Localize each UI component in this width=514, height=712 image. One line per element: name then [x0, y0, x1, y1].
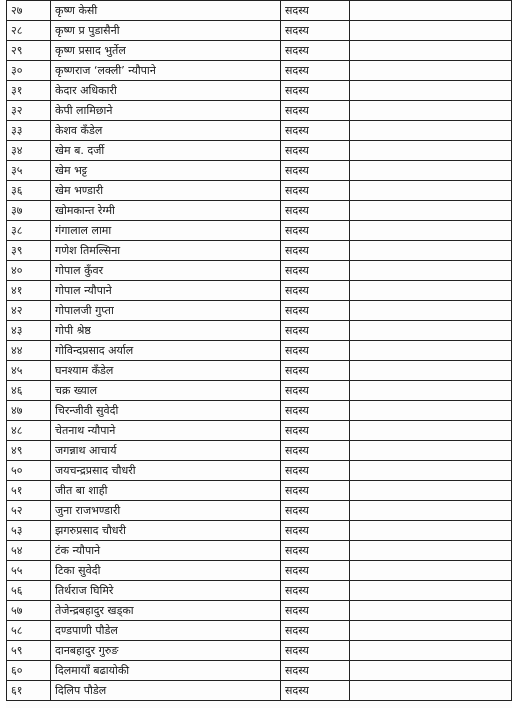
serial-number-cell: २७ — [7, 1, 51, 21]
member-role-cell: सदस्य — [281, 101, 350, 121]
empty-cell — [350, 421, 512, 441]
table-row — [7, 501, 512, 521]
member-name-cell: जयचन्द्रप्रसाद चौधरी — [51, 461, 281, 481]
serial-number-cell: ४८ — [7, 421, 51, 441]
member-role-cell: सदस्य — [281, 661, 350, 681]
serial-number-cell: ३७ — [7, 201, 51, 221]
member-name-cell: जगन्नाथ आचार्य — [51, 441, 281, 461]
member-role-cell: सदस्य — [281, 381, 350, 401]
empty-cell — [350, 1, 512, 21]
serial-number-cell: ५४ — [7, 541, 51, 561]
empty-cell — [350, 241, 512, 261]
empty-cell — [350, 401, 512, 421]
serial-number-cell: ५६ — [7, 581, 51, 601]
table-row — [7, 1, 512, 21]
table-row — [7, 341, 512, 361]
member-name-cell: कृष्णराज ‘लक्ली’ न्यौपाने — [51, 61, 281, 81]
member-name-cell: दानबहादुर गुरुङ — [51, 641, 281, 661]
empty-cell — [350, 301, 512, 321]
member-name-cell: चक्र ख्याल — [51, 381, 281, 401]
empty-cell — [350, 501, 512, 521]
serial-number-cell: २८ — [7, 21, 51, 41]
member-name-cell: दिलिप पौडेल — [51, 681, 281, 701]
empty-cell — [350, 381, 512, 401]
member-role-cell: सदस्य — [281, 641, 350, 661]
empty-cell — [350, 261, 512, 281]
member-name-cell: गोपाल कुँवर — [51, 261, 281, 281]
serial-number-cell: ५१ — [7, 481, 51, 501]
member-name-cell: खेम ब. दर्जी — [51, 141, 281, 161]
serial-number-cell: ३८ — [7, 221, 51, 241]
table-row — [7, 121, 512, 141]
table-row — [7, 361, 512, 381]
empty-cell — [350, 181, 512, 201]
member-name-cell: टंक न्यौपाने — [51, 541, 281, 561]
table-row — [7, 381, 512, 401]
table-row — [7, 221, 512, 241]
member-name-cell: घनश्याम कँडेल — [51, 361, 281, 381]
member-name-cell: गोपालजी गुप्ता — [51, 301, 281, 321]
table-row — [7, 301, 512, 321]
empty-cell — [350, 681, 512, 701]
empty-cell — [350, 81, 512, 101]
empty-cell — [350, 581, 512, 601]
table-row — [7, 581, 512, 601]
member-role-cell: सदस्य — [281, 581, 350, 601]
empty-cell — [350, 601, 512, 621]
member-role-cell: सदस्य — [281, 561, 350, 581]
member-table — [6, 0, 512, 701]
member-role-cell: सदस्य — [281, 221, 350, 241]
member-role-cell: सदस्य — [281, 461, 350, 481]
table-row — [7, 561, 512, 581]
member-name-cell: तेजेन्द्रबहादुर खड्का — [51, 601, 281, 621]
empty-cell — [350, 161, 512, 181]
table-row — [7, 321, 512, 341]
member-name-cell: जीत बा शाही — [51, 481, 281, 501]
empty-cell — [350, 121, 512, 141]
serial-number-cell: ३१ — [7, 81, 51, 101]
member-name-cell: दिलमायाँ बढायोकी — [51, 661, 281, 681]
empty-cell — [350, 41, 512, 61]
member-role-cell: सदस्य — [281, 21, 350, 41]
member-role-cell: सदस्य — [281, 401, 350, 421]
table-row — [7, 21, 512, 41]
table-row — [7, 621, 512, 641]
serial-number-cell: ४० — [7, 261, 51, 281]
member-table-body — [7, 1, 512, 701]
empty-cell — [350, 521, 512, 541]
serial-number-cell: ३९ — [7, 241, 51, 261]
table-row — [7, 101, 512, 121]
member-role-cell: सदस्य — [281, 181, 350, 201]
empty-cell — [350, 101, 512, 121]
empty-cell — [350, 621, 512, 641]
table-row — [7, 181, 512, 201]
empty-cell — [350, 221, 512, 241]
empty-cell — [350, 441, 512, 461]
empty-cell — [350, 661, 512, 681]
serial-number-cell: ४९ — [7, 441, 51, 461]
table-row — [7, 261, 512, 281]
serial-number-cell: ३४ — [7, 141, 51, 161]
member-name-cell: टिका सुवेदी — [51, 561, 281, 581]
member-name-cell: जुना राजभण्डारी — [51, 501, 281, 521]
empty-cell — [350, 361, 512, 381]
table-row — [7, 521, 512, 541]
serial-number-cell: ३५ — [7, 161, 51, 181]
empty-cell — [350, 61, 512, 81]
table-row — [7, 661, 512, 681]
table-row — [7, 641, 512, 661]
member-name-cell: केपी लामिछाने — [51, 101, 281, 121]
table-row — [7, 421, 512, 441]
table-row — [7, 401, 512, 421]
member-role-cell: सदस्य — [281, 201, 350, 221]
empty-cell — [350, 141, 512, 161]
member-name-cell: केशव कँडेल — [51, 121, 281, 141]
member-name-cell: खोमकान्त रेग्मी — [51, 201, 281, 221]
member-name-cell: तिर्थराज घिमिरे — [51, 581, 281, 601]
table-row — [7, 61, 512, 81]
member-name-cell: चेतनाथ न्यौपाने — [51, 421, 281, 441]
member-name-cell: चिरन्जीवी सुवेदी — [51, 401, 281, 421]
serial-number-cell: ५९ — [7, 641, 51, 661]
serial-number-cell: ६१ — [7, 681, 51, 701]
member-role-cell: सदस्य — [281, 141, 350, 161]
member-role-cell: सदस्य — [281, 1, 350, 21]
table-row — [7, 681, 512, 701]
member-name-cell: गणेश तिमल्सिना — [51, 241, 281, 261]
member-list-sheet — [6, 0, 512, 708]
member-role-cell: सदस्य — [281, 501, 350, 521]
table-row — [7, 481, 512, 501]
table-row — [7, 601, 512, 621]
empty-cell — [350, 481, 512, 501]
table-row — [7, 461, 512, 481]
table-row — [7, 161, 512, 181]
serial-number-cell: ४४ — [7, 341, 51, 361]
member-role-cell: सदस्य — [281, 441, 350, 461]
member-name-cell: कृष्ण केसी — [51, 1, 281, 21]
serial-number-cell: ४१ — [7, 281, 51, 301]
member-name-cell: केदार अधिकारी — [51, 81, 281, 101]
serial-number-cell: ३३ — [7, 121, 51, 141]
serial-number-cell: ४६ — [7, 381, 51, 401]
empty-cell — [350, 341, 512, 361]
empty-cell — [350, 281, 512, 301]
serial-number-cell: ६० — [7, 661, 51, 681]
member-name-cell: खेम भट्ट — [51, 161, 281, 181]
serial-number-cell: ५७ — [7, 601, 51, 621]
table-row — [7, 81, 512, 101]
serial-number-cell: ४२ — [7, 301, 51, 321]
member-role-cell: सदस्य — [281, 61, 350, 81]
member-role-cell: सदस्य — [281, 681, 350, 701]
member-role-cell: सदस्य — [281, 601, 350, 621]
member-name-cell: कृष्ण प्र पुडासैनी — [51, 21, 281, 41]
member-name-cell: गोपी श्रेष्ठ — [51, 321, 281, 341]
serial-number-cell: ४५ — [7, 361, 51, 381]
member-role-cell: सदस्य — [281, 121, 350, 141]
serial-number-cell: २९ — [7, 41, 51, 61]
serial-number-cell: ५३ — [7, 521, 51, 541]
member-role-cell: सदस्य — [281, 621, 350, 641]
serial-number-cell: ५० — [7, 461, 51, 481]
member-role-cell: सदस्य — [281, 541, 350, 561]
serial-number-cell: ३० — [7, 61, 51, 81]
table-row — [7, 141, 512, 161]
member-name-cell: दण्डपाणी पौडेल — [51, 621, 281, 641]
member-role-cell: सदस्य — [281, 281, 350, 301]
member-role-cell: सदस्य — [281, 301, 350, 321]
member-role-cell: सदस्य — [281, 321, 350, 341]
member-name-cell: झगरुप्रसाद चौधरी — [51, 521, 281, 541]
member-name-cell: कृष्ण प्रसाद भुर्तेल — [51, 41, 281, 61]
member-role-cell: सदस्य — [281, 41, 350, 61]
member-role-cell: सदस्य — [281, 241, 350, 261]
table-row — [7, 441, 512, 461]
empty-cell — [350, 21, 512, 41]
table-row — [7, 281, 512, 301]
table-row — [7, 241, 512, 261]
member-role-cell: सदस्य — [281, 481, 350, 501]
empty-cell — [350, 561, 512, 581]
serial-number-cell: ५५ — [7, 561, 51, 581]
member-role-cell: सदस्य — [281, 361, 350, 381]
empty-cell — [350, 541, 512, 561]
serial-number-cell: ४३ — [7, 321, 51, 341]
empty-cell — [350, 461, 512, 481]
table-row — [7, 201, 512, 221]
table-row — [7, 541, 512, 561]
member-name-cell: गोपाल न्यौपाने — [51, 281, 281, 301]
member-name-cell: गोविन्दप्रसाद अर्याल — [51, 341, 281, 361]
empty-cell — [350, 641, 512, 661]
member-role-cell: सदस्य — [281, 341, 350, 361]
serial-number-cell: ३६ — [7, 181, 51, 201]
member-role-cell: सदस्य — [281, 261, 350, 281]
serial-number-cell: ५८ — [7, 621, 51, 641]
serial-number-cell: ३२ — [7, 101, 51, 121]
serial-number-cell: ५२ — [7, 501, 51, 521]
empty-cell — [350, 321, 512, 341]
member-role-cell: सदस्य — [281, 81, 350, 101]
member-role-cell: सदस्य — [281, 421, 350, 441]
member-role-cell: सदस्य — [281, 161, 350, 181]
table-row — [7, 41, 512, 61]
member-role-cell: सदस्य — [281, 521, 350, 541]
serial-number-cell: ४७ — [7, 401, 51, 421]
member-name-cell: गंगालाल लामा — [51, 221, 281, 241]
empty-cell — [350, 201, 512, 221]
member-name-cell: खेम भण्डारी — [51, 181, 281, 201]
